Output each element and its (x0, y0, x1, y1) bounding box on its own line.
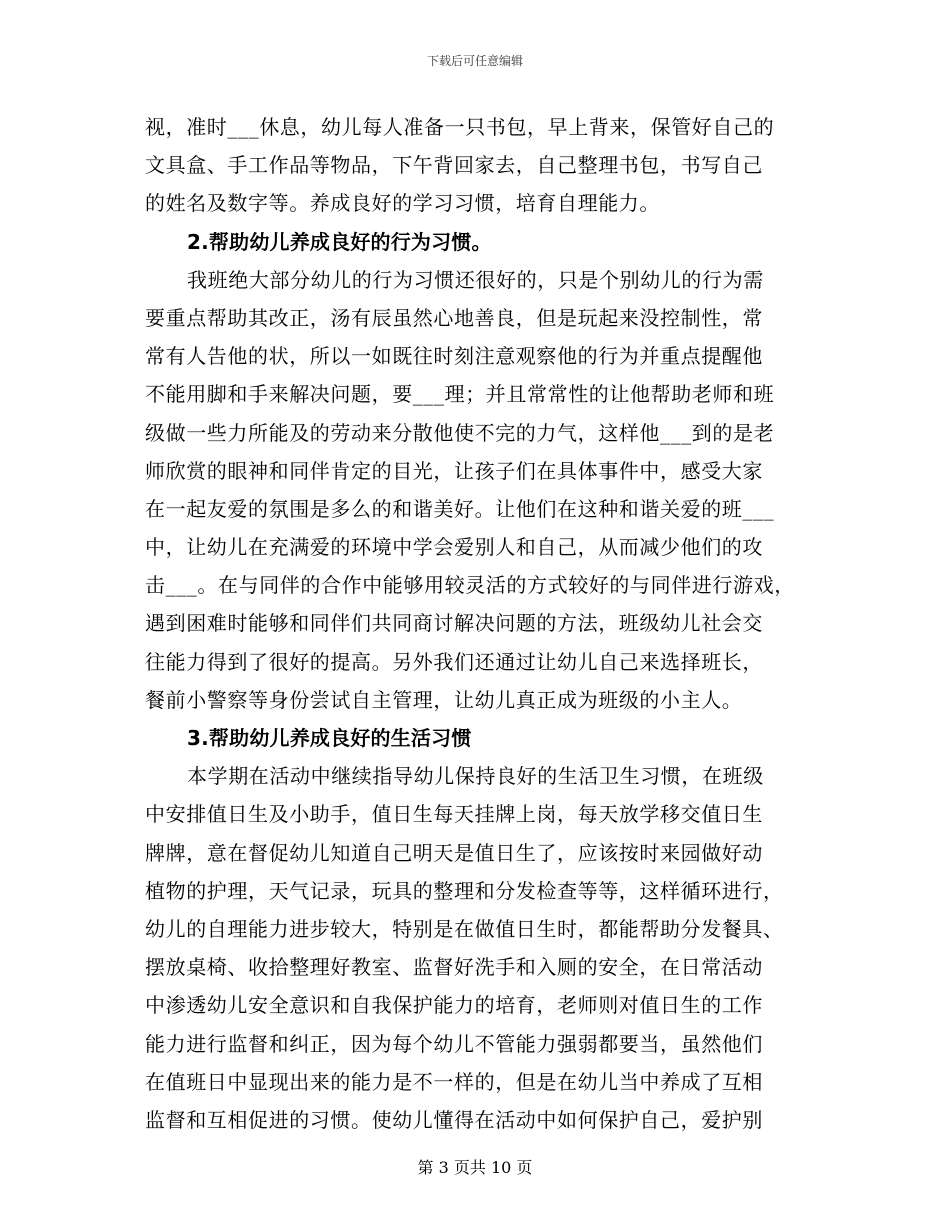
text-line: 中安排值日生及小助手，值日生每天挂牌上岗，每天放学移交值日生 (145, 802, 763, 827)
section-heading-3: 3.帮助幼儿养成良好的生活习惯 (187, 726, 472, 750)
text-line: 文具盒、手工作品等物品，下午背回家去，自己整理书包，书写自己 (145, 153, 763, 178)
page-header: 下载后可任意编辑 (426, 54, 523, 68)
text-line: 监督和互相促进的习惯。使幼儿懂得在活动中如何保护自己，爱护别 (145, 1107, 763, 1132)
text-line: 遇到困难时能够和同伴们共同商讨解决问题的方法，班级幼儿社会交 (145, 611, 763, 636)
text-line: 能力进行监督和纠正，因为每个幼儿不管能力强弱都要当，虽然他们 (145, 1031, 763, 1056)
text-line: 植物的护理，天气记录，玩具的整理和分发检查等等，这样循环进行， (145, 878, 784, 903)
text-line: 中渗透幼儿安全意识和自我保护能力的培育，老师则对值日生的工作 (145, 993, 763, 1018)
text-line: 牌牌，意在督促幼儿知道自己明天是值日生了，应该按时来园做好动 (145, 840, 763, 865)
text-line: 本学期在活动中继续指导幼儿保持良好的生活卫生习惯，在班级 (187, 764, 764, 789)
text-line: 击___。在与同伴的合作中能够用较灵活的方式较好的与同伴进行游戏， (145, 573, 795, 598)
text-line: 摆放桌椅、收拾整理好教室、监督好洗手和入厕的安全，在日常活动 (145, 955, 763, 980)
text-line: 在一起友爱的氛围是多么的和谐美好。让他们在这种和谐关爱的班___ (145, 496, 775, 521)
text-line: 往能力得到了很好的提高。另外我们还通过让幼儿自己来选择班长， (145, 649, 763, 674)
text-line: 的姓名及数字等。养成良好的学习习惯，培育自理能力。 (145, 191, 660, 216)
text-line: 师欣赏的眼神和同伴肯定的目光，让孩子们在具体事件中，感受大家 (145, 458, 763, 483)
text-line: 在值班日中显现出来的能力是不一样的，但是在幼儿当中养成了互相 (145, 1069, 763, 1094)
text-line: 常有人告他的状，所以一如既往时刻注意观察他的行为并重点提醒他 (145, 344, 763, 369)
text-line: 我班绝大部分幼儿的行为习惯还很好的，只是个别幼儿的行为需 (187, 267, 764, 292)
text-line: 中，让幼儿在充满爱的环境中学会爱别人和自己，从而减少他们的攻 (145, 535, 763, 560)
text-line: 视，准时___休息，幼儿每人准备一只书包，早上背来，保管好自己的 (145, 115, 775, 139)
text-line: 餐前小警察等身份尝试自主管理，让幼儿真正成为班级的小主人。 (145, 687, 743, 712)
section-heading-2: 2.帮助幼儿养成良好的行为习惯。 (187, 229, 492, 254)
text-line: 级做一些力所能及的劳动来分散他使不完的力气，这样他___到的是老 (145, 420, 775, 445)
document-body (145, 108, 825, 1139)
text-line: 不能用脚和手来解决问题，要___理；并且常常性的让他帮助老师和班 (145, 382, 775, 407)
page-number: 第 3 页共 10 页 (417, 1158, 533, 1177)
text-line: 要重点帮助其改正，汤有辰虽然心地善良，但是玩起来没控制性，常 (145, 305, 763, 330)
text-line: 幼儿的自理能力进步较大，特别是在做值日生时，都能帮助分发餐具、 (145, 916, 784, 941)
